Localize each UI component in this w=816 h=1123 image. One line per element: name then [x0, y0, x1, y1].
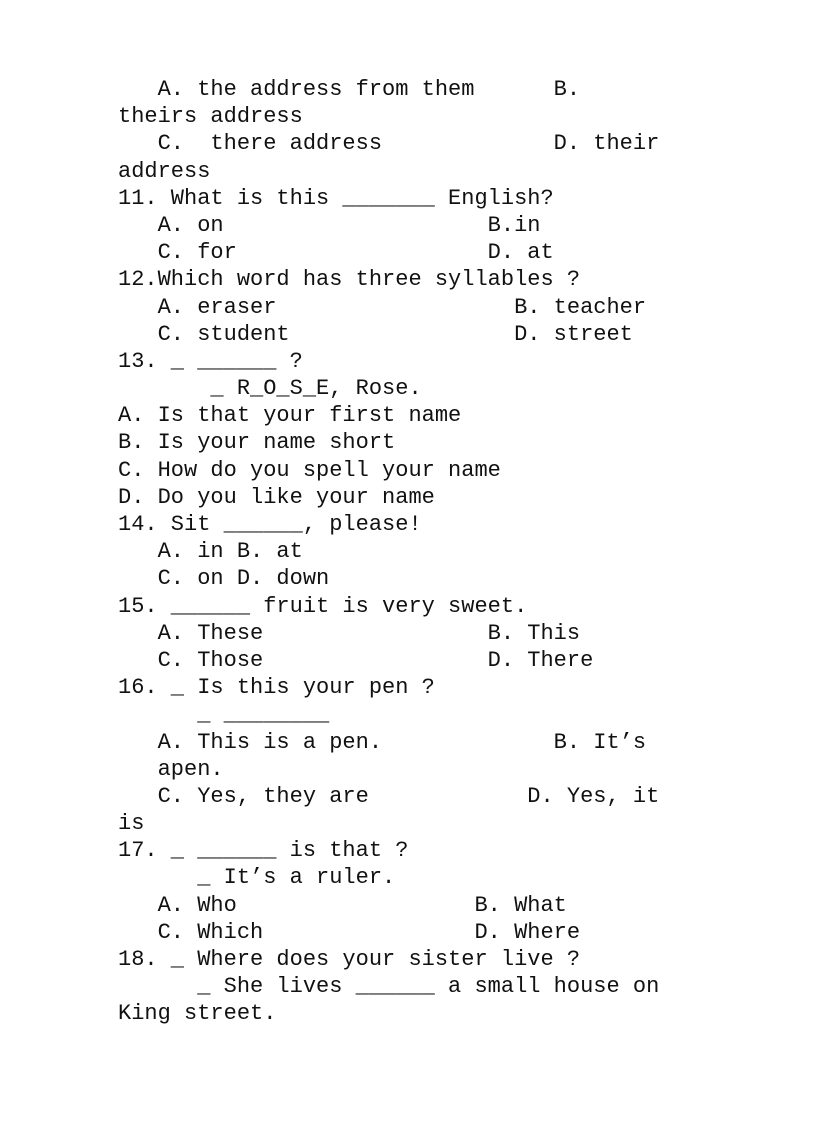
q10-options-ab: A. the address from them B.	[118, 77, 581, 102]
q14-options-ab: A. in B. at	[118, 539, 303, 565]
q13-reply: _ R_O_S_E, Rose.	[118, 376, 422, 402]
q11-options-cd: C. for D. at	[118, 240, 554, 266]
q16-options-cd: C. Yes, they are D. Yes, it	[118, 783, 660, 809]
q16-options-cd-cont: is	[118, 811, 145, 837]
q15-options-ab: A. These B. This	[118, 620, 581, 646]
q18-stem: 18. _ Where does your sister live ?	[118, 947, 581, 972]
q13-stem: 13. _ ______ ?	[118, 348, 303, 374]
q14-stem: 14. Sit ______, please!	[118, 512, 422, 537]
q16-stem: 16. _ Is this your pen ?	[118, 675, 435, 701]
q16-options-ab-cont: apen.	[118, 756, 224, 782]
q12-options-ab: A. eraser B. teacher	[118, 294, 647, 320]
q13-option-b: B. Is your name short	[118, 430, 396, 456]
q16-options-ab: A. This is a pen. B. It’s	[118, 729, 647, 755]
q17-stem: 17. _ ______ is that ?	[118, 838, 409, 864]
q13-option-a: A. Is that your first name	[118, 403, 462, 429]
q13-option-d: D. Do you like your name	[118, 484, 435, 510]
q13-option-c: C. How do you spell your name	[118, 457, 501, 483]
q16-reply-blank: _ ________	[118, 702, 330, 728]
q10-options-ab-cont: theirs address	[118, 104, 303, 130]
q11-options-ab: A. on B.in	[118, 212, 541, 238]
q17-options-ab: A. Who B. What	[118, 892, 567, 918]
q18-reply: _ She lives ______ a small house on	[118, 974, 660, 1000]
q17-options-cd: C. Which D. Where	[118, 919, 581, 945]
q15-stem: 15. ______ fruit is very sweet.	[118, 593, 528, 619]
q12-stem: 12.Which word has three syllables ?	[118, 267, 581, 293]
worksheet-page	[118, 76, 758, 1028]
q12-options-cd: C. student D. street	[118, 321, 633, 347]
q10-options-cd-cont: address	[118, 158, 211, 184]
q18-reply-cont: King street.	[118, 1001, 277, 1027]
q17-reply: _ It’s a ruler.	[118, 865, 396, 891]
q10-options-cd: C. there address D. their	[118, 131, 660, 157]
q15-options-cd: C. Those D. There	[118, 647, 594, 673]
q11-stem: 11. What is this _______ English?	[118, 185, 554, 211]
q14-options-cd: C. on D. down	[118, 566, 330, 592]
